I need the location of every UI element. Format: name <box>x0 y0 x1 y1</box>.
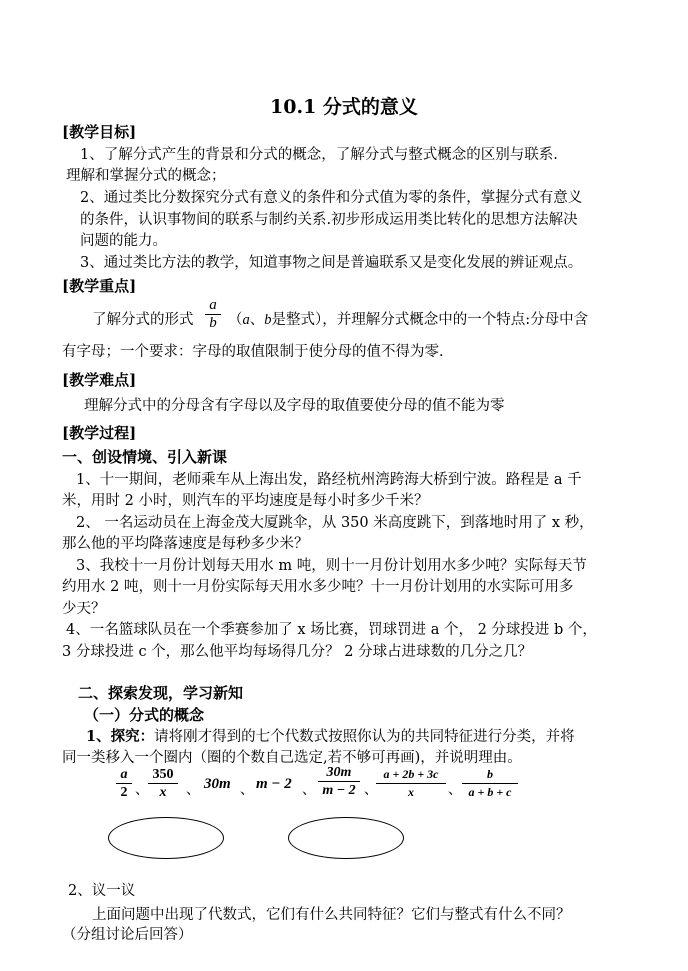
fraction-bar <box>318 781 360 782</box>
explore-label: 1、探究： <box>86 728 155 745</box>
difficulty-text: 理解分式中的分母含有字母以及字母的取值要使分母的值不能为零 <box>84 398 505 414</box>
expr-numerator: a + 2b + 3c <box>383 767 439 781</box>
page-title: 10.1 分式的意义 <box>270 96 418 118</box>
separator: 、 <box>186 782 200 798</box>
objective-3: 3、通过类比方法的教学，知道事物之间是普遍联系又是变化发展的辨证观点。 <box>80 255 583 271</box>
expr-numerator: a <box>120 767 128 782</box>
problem-1-cont: 米，用时 2 小时，则汽车的平均速度是每小时多少千米？ <box>62 493 429 509</box>
objective-2-cont: 的条件，认识事物间的联系与制约关系.初步形成运用类比转化的思想方法解决 <box>80 212 578 228</box>
expr-30m-over-m-minus-2 <box>318 765 360 798</box>
key-points-post <box>228 310 588 330</box>
expr-denominator: 2 <box>120 785 128 800</box>
separator: 、 <box>240 782 254 798</box>
expr-denominator: x <box>159 785 167 800</box>
expr-a-over-2 <box>116 767 132 800</box>
section-1-title: 一、创设情境、引入新课 <box>62 448 228 466</box>
grouping-circle-2[interactable] <box>288 817 404 859</box>
fraction-bar <box>148 783 178 784</box>
expr-denominator: a + b + c <box>468 785 512 799</box>
process-heading: [教学过程] <box>62 424 137 442</box>
problem-2-cont: 那么他的平均降落速度是每秒多少米？ <box>62 536 309 552</box>
fraction-bar <box>376 783 446 784</box>
difficulty-heading: [教学难点] <box>62 371 137 389</box>
fraction-a-over-b <box>205 298 221 331</box>
var-b: b <box>264 312 272 328</box>
discuss-label: 2、议一议 <box>68 883 136 899</box>
key-points-text: 是整式），并理解分式概念中的一个特点:分母中含 <box>271 312 589 328</box>
problem-3: 3、我校十一月份计划每天用水 m 吨，则十一月份计划用水多少吨？实际每天节 <box>76 558 587 574</box>
fraction-bar <box>462 783 518 784</box>
problem-3-cont-2: 少天？ <box>62 601 106 617</box>
discuss-note: （分组讨论后回答） <box>62 927 193 943</box>
expr-numerator: 30m <box>326 765 352 780</box>
expr-m-minus-2: m − 2 <box>256 776 292 792</box>
separator: 、 <box>448 782 462 798</box>
separator: 、 <box>364 782 378 798</box>
discuss-question: 上面问题中出现了代数式，它们有什么共同特征？它们与整式有什么不同？ <box>92 907 571 923</box>
expr-denominator: x <box>408 785 414 799</box>
section-2-subtitle: （一）分式的概念 <box>84 706 205 724</box>
problem-3-cont: 约用水 2 吨，则十一月份实际每天用水多少吨？十一月份计划用的水实际可用多 <box>62 579 574 595</box>
explore-text: 请将刚才得到的七个代数式按照你认为的共同特征进行分类，并将 <box>154 729 575 745</box>
problem-4-cont: 3 分球投进 c 个，那么他平均每场得几分？ 2 分球占进球数的几分之几？ <box>62 644 533 660</box>
explore-1 <box>86 727 575 747</box>
key-points-heading: [教学重点] <box>62 277 137 295</box>
expr-numerator: 350 <box>152 767 174 782</box>
expr-b-over-abc <box>462 767 518 800</box>
key-points-line-2: 有字母；一个要求：字母的取值限制于使分母的值不得为零. <box>62 344 444 360</box>
separator: 、 <box>135 782 149 798</box>
section-2-title: 二、探索发现，学习新知 <box>78 684 244 702</box>
var-a: a <box>242 312 250 328</box>
objective-2: 2、通过类比分数探究分式有意义的条件和分式值为零的条件，掌握分式有意义 <box>80 190 583 206</box>
expr-350-over-x <box>148 767 178 800</box>
objective-1: 1、了解分式产生的背景和分式的概念，了解分式与整式概念的区别与联系. <box>80 147 558 163</box>
expr-denominator: m − 2 <box>322 783 356 798</box>
grouping-circle-1[interactable] <box>108 817 224 859</box>
paren-open: （ <box>228 312 243 328</box>
comma: 、 <box>249 312 265 328</box>
problem-2: 2、 一名运动员在上海金茂大厦跳伞，从 350 米高度跳下，到落地时用了 x 秒， <box>76 515 594 531</box>
explore-1-cont: 同一类移入一个圈内（圈的个数自己选定,若不够可再画)，并说明理由。 <box>62 750 522 766</box>
key-points-pre: 了解分式的形式 <box>92 312 194 328</box>
objectives-heading: [教学目标] <box>62 123 137 141</box>
problem-1: 1、十一期间，老师乘车从上海出发，路经杭州湾跨海大桥到宁波。路程是 a 千 <box>76 472 582 488</box>
fraction-denominator: b <box>209 315 217 331</box>
expr-30m: 30m <box>204 776 231 792</box>
fraction-bar <box>116 783 132 784</box>
objective-2-cont-2: 问题的能力。 <box>80 233 167 249</box>
objective-1-cont: 理解和掌握分式的概念； <box>66 168 226 184</box>
fraction-numerator: a <box>209 297 217 313</box>
problem-4: 4、一名篮球队员在一个季赛参加了 x 场比赛，罚球罚进 a 个， 2 分球投进 b 个， <box>66 622 597 638</box>
expr-numerator: b <box>487 767 493 781</box>
separator: 、 <box>302 782 316 798</box>
expr-abc-over-x <box>376 767 446 800</box>
